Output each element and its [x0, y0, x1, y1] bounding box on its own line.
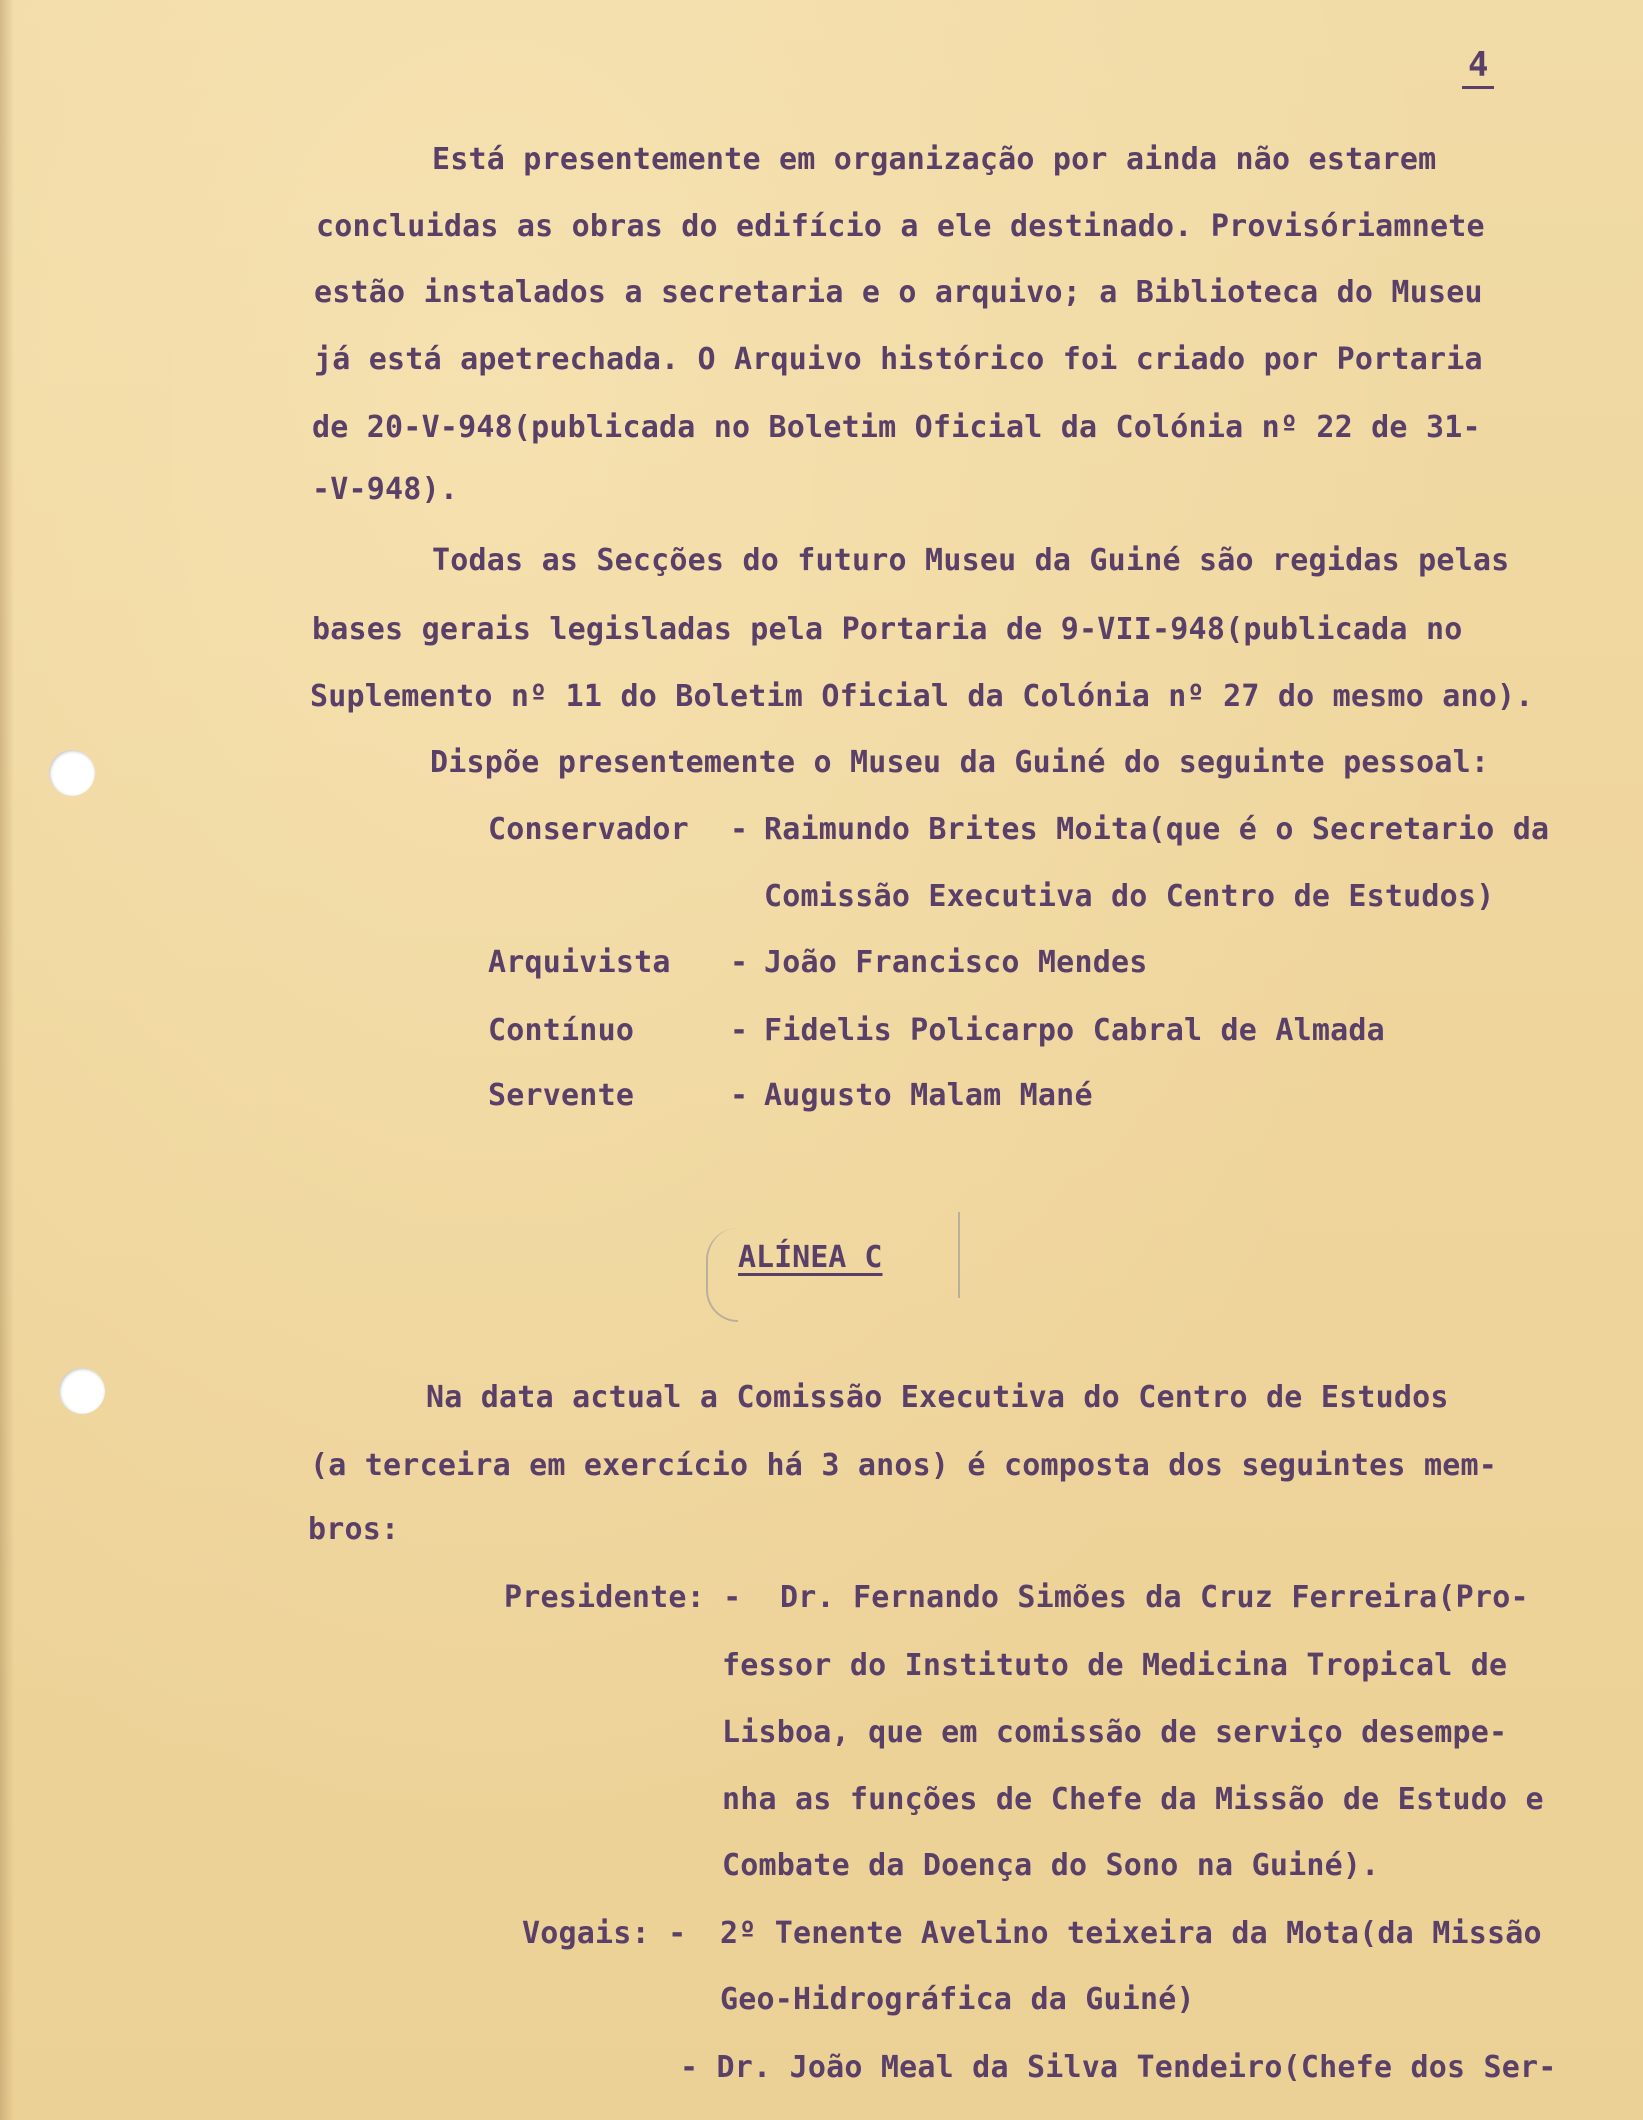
staff-separator: -: [730, 1013, 749, 1048]
paragraph-line: bros:: [308, 1512, 400, 1547]
punch-hole: [59, 1368, 105, 1414]
paragraph-line: concluidas as obras do edifício a ele destinado. Provisóriamnete: [316, 209, 1485, 244]
staff-role: Contínuo: [488, 1013, 635, 1048]
vogais-line: Geo-Hidrográfica da Guiné): [720, 1982, 1195, 2017]
paragraph-line: Todas as Secções do futuro Museu da Guiné são regidas pelas: [432, 543, 1510, 578]
paragraph-line: de 20-V-948(publicada no Boletim Oficial da Colónia nº 22 de 31-: [312, 410, 1481, 445]
paragraph-line: Suplemento nº 11 do Boletim Oficial da Colónia nº 27 do mesmo ano).: [310, 679, 1534, 714]
staff-name: Augusto Malam Mané: [764, 1078, 1093, 1113]
pencil-mark: [706, 1228, 738, 1322]
staff-intro: Dispõe presentemente o Museu da Guiné do seguinte pessoal:: [430, 745, 1490, 780]
paragraph-line: Na data actual a Comissão Executiva do Centro de Estudos: [426, 1380, 1449, 1415]
presidente-line: fessor do Instituto de Medicina Tropical de: [722, 1648, 1508, 1683]
punch-hole: [49, 750, 95, 796]
presidente-line: Combate da Doença do Sono na Guiné).: [722, 1848, 1380, 1883]
staff-role: Conservador: [488, 812, 689, 847]
page-number: 4: [1462, 44, 1494, 89]
staff-role: Servente: [488, 1078, 635, 1113]
paragraph-line: bases gerais legisladas pela Portaria de 9-VII-948(publicada no: [312, 612, 1463, 647]
presidente-label: Presidente: -: [504, 1580, 742, 1615]
presidente-line: Lisboa, que em comissão de serviço desempe-: [722, 1715, 1508, 1750]
paragraph-line: já está apetrechada. O Arquivo histórico foi criado por Portaria: [314, 342, 1483, 377]
staff-role: Arquivista: [488, 945, 671, 980]
presidente-line: nha as funções de Chefe da Missão de Estudo e: [722, 1782, 1544, 1817]
paragraph-line: estão instalados a secretaria e o arquivo; a Biblioteca do Museu: [314, 275, 1483, 310]
paragraph-line: -V-948).: [312, 472, 459, 507]
staff-name: Raimundo Brites Moita(que é o Secretario da: [764, 812, 1550, 847]
staff-name-continued: Comissão Executiva do Centro de Estudos): [764, 879, 1495, 914]
presidente-line: Dr. Fernando Simões da Cruz Ferreira(Pro-: [780, 1580, 1529, 1615]
paragraph-line: Está presentemente em organização por ainda não estarem: [432, 142, 1437, 177]
pencil-mark: [930, 1212, 960, 1298]
vogais-label: Vogais: -: [522, 1916, 687, 1951]
staff-separator: -: [730, 1078, 749, 1113]
vogais-line: 2º Tenente Avelino teixeira da Mota(da Missão: [720, 1916, 1542, 1951]
paragraph-line: (a terceira em exercício há 3 anos) é composta dos seguintes mem-: [310, 1448, 1497, 1483]
vogais-line: - Dr. João Meal da Silva Tendeiro(Chefe dos Ser-: [680, 2050, 1557, 2085]
staff-name: João Francisco Mendes: [764, 945, 1148, 980]
staff-separator: -: [730, 812, 749, 847]
staff-name: Fidelis Policarpo Cabral de Almada: [764, 1013, 1385, 1048]
section-heading: ALÍNEA C: [738, 1240, 883, 1275]
staff-separator: -: [730, 945, 749, 980]
